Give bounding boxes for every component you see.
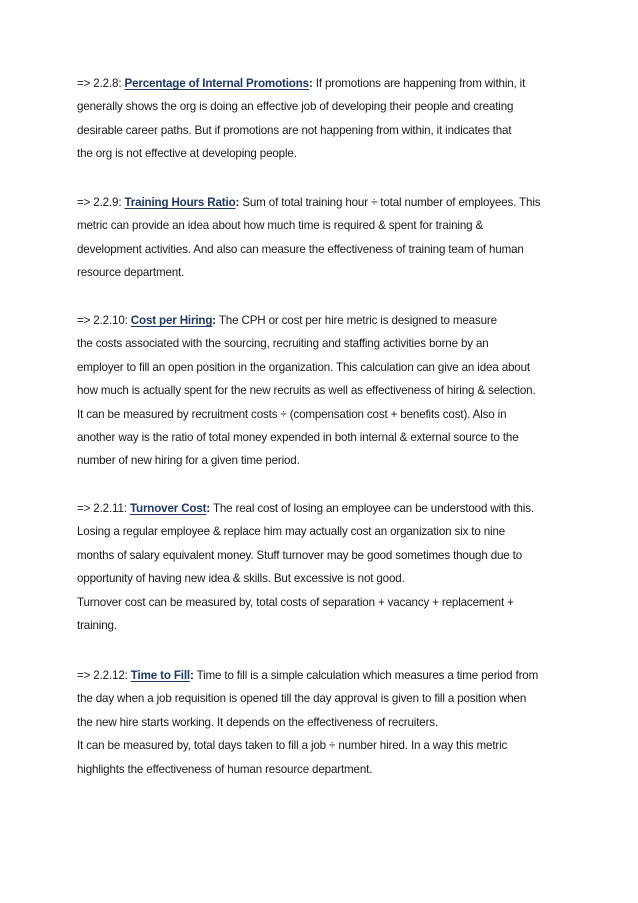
body-line: generally shows the org is doing an effective job of developing their people and creating bbox=[77, 100, 514, 114]
section-number: => 2.2.9: bbox=[77, 196, 125, 209]
section-number: => 2.2.10: bbox=[77, 314, 131, 327]
section-intro-text: Time to fill is a simple calculation which measures a time period from bbox=[193, 669, 539, 682]
section-internal-promotions bbox=[77, 72, 577, 166]
body-line: Losing a regular employee & replace him may actually cost an organization six to nine bbox=[77, 525, 506, 539]
section-heading-line bbox=[77, 309, 577, 332]
body-line: the org is not effective at developing people. bbox=[77, 147, 297, 161]
section-turnover-cost bbox=[77, 497, 577, 637]
term-colon: : bbox=[235, 196, 240, 209]
term-colon: : bbox=[189, 669, 194, 682]
section-intro-text: The CPH or cost per hire metric is designed to measure bbox=[216, 314, 497, 327]
section-number: => 2.2.11: bbox=[77, 502, 130, 515]
section-intro-text: Sum of total training hour ÷ total number of employees. This bbox=[239, 196, 541, 209]
body-line: It can be measured by recruitment costs ÷ (compensation cost + benefits cost). Also in bbox=[77, 407, 507, 421]
body-line: desirable career paths. But if promotions are not happening from within, it indicates that bbox=[77, 123, 512, 137]
body-line: months of salary equivalent money. Stuff turnover may be good sometimes though due to bbox=[77, 548, 523, 562]
section-training-hours-ratio bbox=[77, 191, 577, 285]
body-line: metric can provide an idea about how much time is required & spent for training & bbox=[77, 219, 484, 233]
term-link[interactable]: Percentage of Internal Promotions bbox=[124, 77, 309, 90]
body-line: Turnover cost can be measured by, total costs of separation + vacancy + replacement + bbox=[77, 595, 514, 609]
body-line: the day when a job requisition is opened till the day approval is given to fill a position when bbox=[77, 692, 527, 706]
body-line: opportunity of having new idea & skills. But excessive is not good. bbox=[77, 572, 405, 586]
body-line: how much is actually spent for the new recruits as well as effectiveness of hiring & selection. bbox=[77, 384, 536, 398]
body-line: It can be measured by, total days taken to fill a job ÷ number hired. In a way this metric bbox=[77, 739, 508, 753]
section-heading-line bbox=[77, 72, 577, 95]
section-heading-line bbox=[77, 497, 577, 520]
body-line: another way is the ratio of total money expended in both internal & external source to the bbox=[77, 431, 519, 445]
body-line: employer to fill an open position in the organization. This calculation can give an idea about bbox=[77, 360, 530, 374]
section-cost-per-hiring bbox=[77, 309, 577, 473]
body-line: development activities. And also can measure the effectiveness of training team of human bbox=[77, 242, 524, 256]
term-link[interactable]: Cost per Hiring bbox=[130, 314, 213, 327]
term-link[interactable]: Training Hours Ratio bbox=[124, 196, 236, 209]
section-heading-line bbox=[77, 664, 577, 687]
section-intro-text: If promotions are happening from within, it bbox=[312, 77, 526, 90]
body-line: resource department. bbox=[77, 266, 185, 280]
term-link[interactable]: Turnover Cost bbox=[129, 502, 207, 515]
body-line: highlights the effectiveness of human resource department. bbox=[77, 762, 373, 776]
term-colon: : bbox=[308, 77, 313, 90]
term-colon: : bbox=[212, 314, 217, 327]
section-time-to-fill bbox=[77, 664, 577, 781]
term-link[interactable]: Time to Fill bbox=[130, 669, 190, 682]
body-line: number of new hiring for a given time period. bbox=[77, 454, 300, 468]
section-intro-text: The real cost of losing an employee can be understood with this. bbox=[210, 502, 534, 515]
body-line: the new hire starts working. It depends on the effectiveness of recruiters. bbox=[77, 715, 439, 729]
section-number: => 2.2.12: bbox=[77, 669, 131, 682]
section-number: => 2.2.8: bbox=[77, 77, 125, 90]
body-line: the costs associated with the sourcing, recruiting and staffing activities borne by an bbox=[77, 337, 489, 351]
section-heading-line bbox=[77, 191, 577, 214]
term-colon: : bbox=[206, 502, 211, 515]
body-line: training. bbox=[77, 619, 117, 633]
